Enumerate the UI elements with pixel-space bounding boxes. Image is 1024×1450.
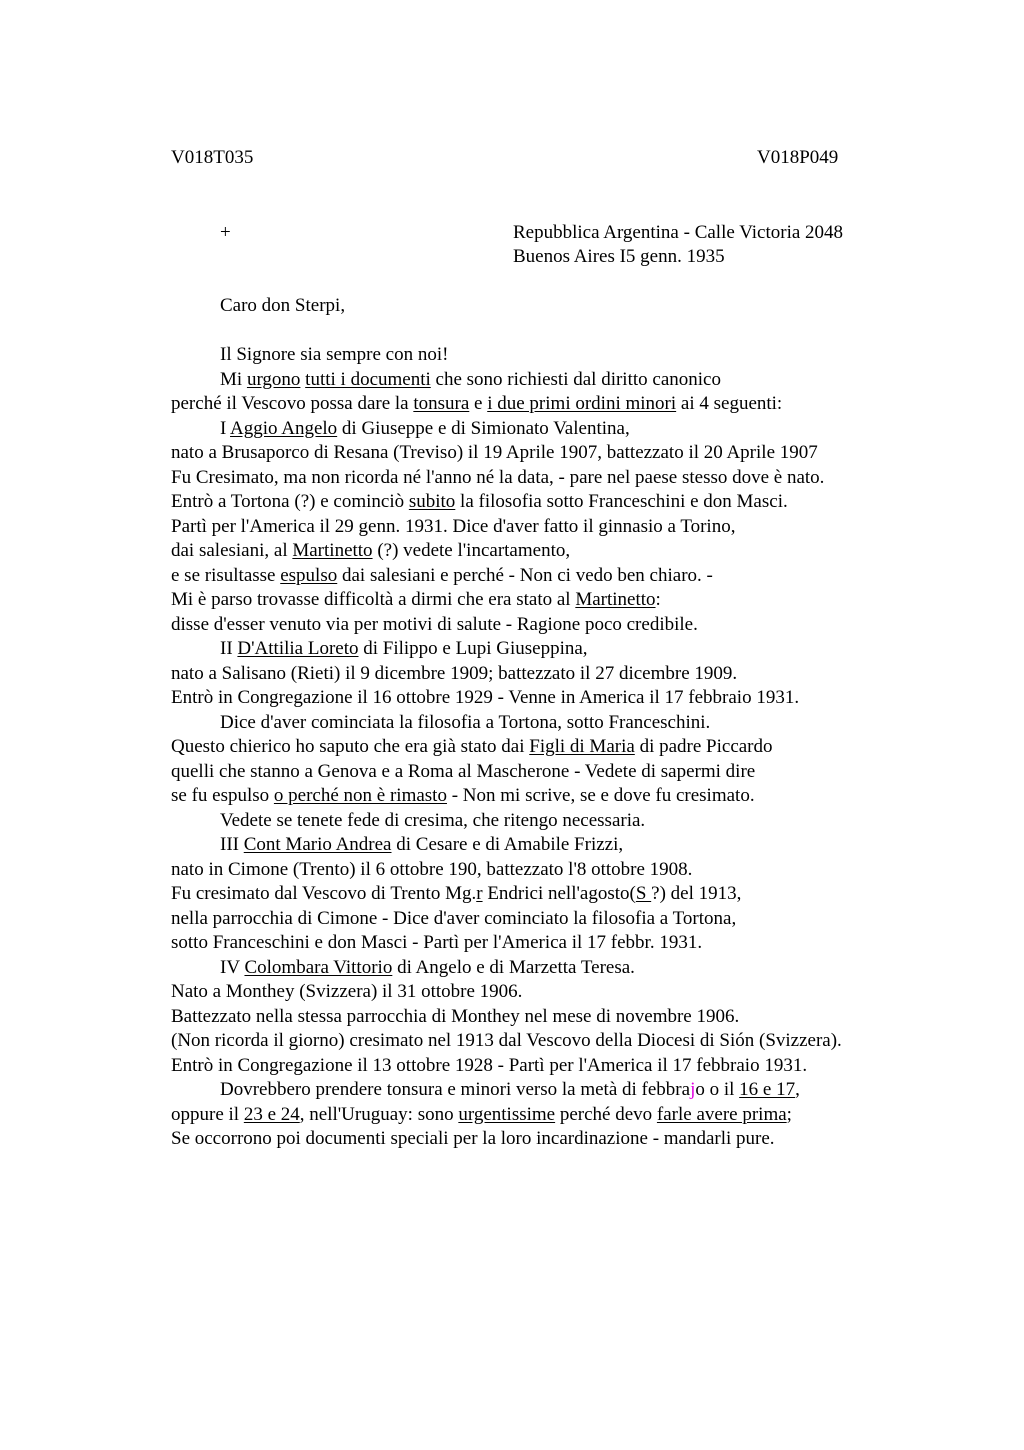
- reference-code-left: V018T035: [171, 147, 254, 168]
- body-line: nato in Cimone (Trento) il 6 ottobre 190, battezzato l'8 ottobre 1908.: [171, 858, 693, 880]
- body-line: Mi urgono tutti i documenti che sono richiesti dal diritto canonico: [220, 368, 721, 390]
- body-line: Dice d'aver cominciata la filosofia a Tortona, sotto Franceschini.: [220, 711, 711, 733]
- body-line: nato a Brusaporco di Resana (Treviso) il 19 Aprile 1907, battezzato il 20 Aprile 1907: [171, 442, 818, 463]
- cross-mark: +: [220, 222, 231, 243]
- body-line: Fu cresimato dal Vescovo di Trento Mg.r Endrici nell'agosto(S ?) del 1913,: [171, 883, 742, 904]
- body-line: oppure il 23 e 24, nell'Uruguay: sono urgentissime perché devo farle avere prima;: [171, 1103, 792, 1125]
- body-line: Mi è parso trovasse difficoltà a dirmi che era stato al Martinetto:: [171, 589, 661, 610]
- candidate-heading-3: III Cont Mario Andrea di Cesare e di Amabile Frizzi,: [220, 834, 624, 855]
- letterhead-place-date: Buenos Aires I5 genn. 1935: [513, 246, 725, 267]
- candidate-heading-1: I Aggio Angelo di Giuseppe e di Simionato Valentina,: [220, 417, 630, 439]
- body-line: se fu espulso o perché non è rimasto - Non mi scrive, se e dove fu cresimato.: [171, 785, 755, 806]
- body-line: Se occorrono poi documenti speciali per la loro incardinazione - mandarli pure.: [171, 1128, 775, 1149]
- body-line: Il Signore sia sempre con noi!: [220, 344, 449, 365]
- letter-body: [171, 343, 931, 1152]
- letterhead-address: Repubblica Argentina - Calle Victoria 2048: [513, 222, 844, 243]
- body-line: Entrò a Tortona (?) e cominciò subito la filosofia sotto Franceschini e don Masci.: [171, 491, 788, 512]
- body-line: Questo chierico ho saputo che era già stato dai Figli di Maria di padre Piccardo: [171, 736, 773, 757]
- body-line: Entrò in Congregazione il 16 ottobre 1929 - Venne in America il 17 febbraio 1931.: [171, 687, 800, 708]
- body-line: quelli che stanno a Genova e a Roma al Mascherone - Vedete di sapermi dire: [171, 760, 756, 782]
- body-line: perché il Vescovo possa dare la tonsura e i due primi ordini minori ai 4 seguenti:: [171, 393, 783, 414]
- candidate-heading-2: II D'Attilia Loreto di Filippo e Lupi Giuseppina,: [220, 638, 588, 659]
- body-line: Fu Cresimato, ma non ricorda né l'anno né la data, - pare nel paese stesso dove è nato.: [171, 466, 825, 488]
- body-line: Entrò in Congregazione il 13 ottobre 1928 - Partì per l'America il 17 febbraio 1931.: [171, 1054, 808, 1076]
- body-line: Vedete se tenete fede di cresima, che ritengo necessaria.: [220, 809, 646, 831]
- body-line: sotto Franceschini e don Masci - Partì per l'America il 17 febbr. 1931.: [171, 932, 703, 953]
- body-line: dai salesiani, al Martinetto (?) vedete l'incartamento,: [171, 540, 571, 561]
- reference-code-right: V018P049: [757, 147, 839, 168]
- body-line: Battezzato nella stessa parrocchia di Monthey nel mese di novembre 1906.: [171, 1005, 740, 1027]
- salutation: Caro don Sterpi,: [220, 295, 346, 316]
- body-line: Nato a Monthey (Svizzera) il 31 ottobre 1906.: [171, 981, 523, 1002]
- body-line: Partì per l'America il 29 genn. 1931. Dice d'aver fatto il ginnasio a Torino,: [171, 515, 736, 537]
- body-line: (Non ricorda il giorno) cresimato nel 1913 dal Vescovo della Diocesi di Sión (Svizzera).: [171, 1030, 842, 1051]
- body-line: Dovrebbero prendere tonsura e minori verso la metà di febbrajo o il 16 e 17,: [220, 1079, 800, 1100]
- candidate-heading-4: IV Colombara Vittorio di Angelo e di Marzetta Teresa.: [220, 956, 635, 978]
- body-line: nato a Salisano (Rieti) il 9 dicembre 1909; battezzato il 27 dicembre 1909.: [171, 662, 738, 684]
- body-line: e se risultasse espulso dai salesiani e perché - Non ci vedo ben chiaro. -: [171, 564, 713, 586]
- body-line: disse d'esser venuto via per motivi di salute - Ragione poco credibile.: [171, 613, 698, 635]
- body-line: nella parrocchia di Cimone - Dice d'aver cominciato la filosofia a Tortona,: [171, 907, 737, 929]
